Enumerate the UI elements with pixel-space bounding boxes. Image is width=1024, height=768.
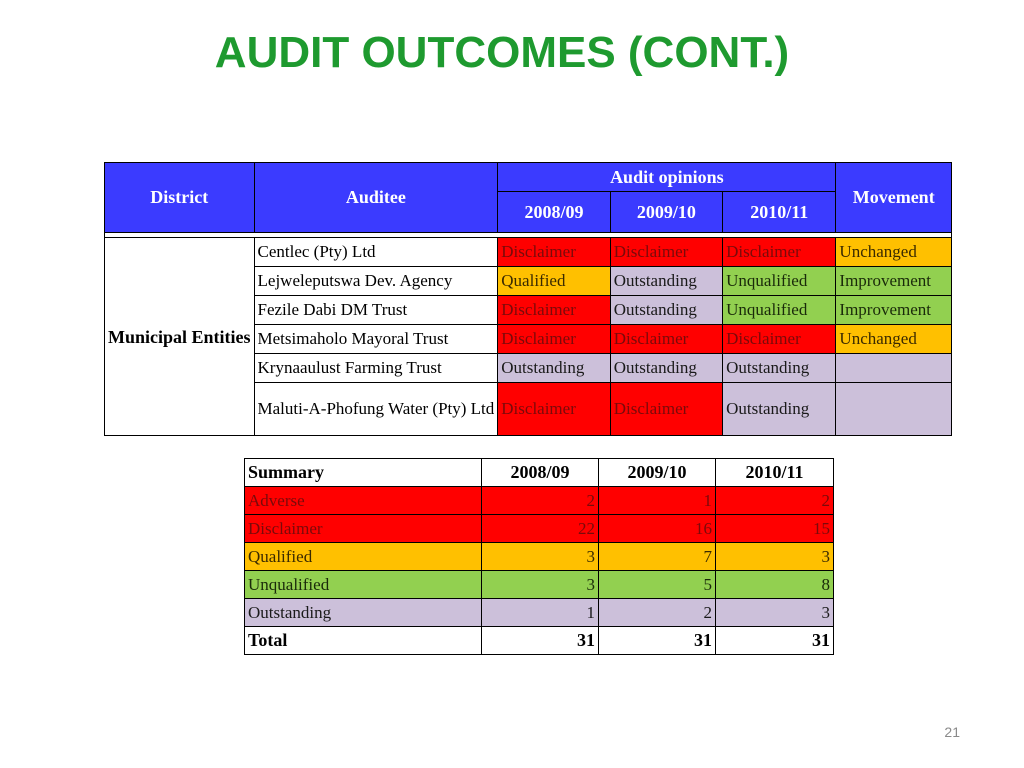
summary-total-row [245, 627, 834, 655]
summary-value: 15 [716, 515, 834, 543]
movement-cell: Improvement [836, 267, 952, 296]
summary-header-year: 2009/10 [599, 459, 716, 487]
summary-value: 22 [482, 515, 599, 543]
summary-label: Qualified [245, 543, 482, 571]
summary-value: 2 [716, 487, 834, 515]
movement-cell [836, 383, 952, 436]
slide-title: AUDIT OUTCOMES (CONT.) [214, 28, 790, 77]
district-cell: Municipal Entities [105, 238, 255, 436]
opinion-cell: Disclaimer [723, 325, 836, 354]
summary-header-label: Summary [245, 459, 482, 487]
audit-outcomes-table [104, 162, 952, 436]
summary-table [244, 458, 834, 655]
opinion-cell: Qualified [498, 267, 610, 296]
opinion-cell: Outstanding [610, 354, 722, 383]
opinion-cell: Disclaimer [498, 383, 610, 436]
movement-cell: Unchanged [836, 325, 952, 354]
movement-cell: Unchanged [836, 238, 952, 267]
summary-label: Outstanding [245, 599, 482, 627]
summary-value: 1 [482, 599, 599, 627]
summary-header-row [245, 459, 834, 487]
summary-total-label: Total [245, 627, 482, 655]
summary-header-year: 2008/09 [482, 459, 599, 487]
movement-cell: Improvement [836, 296, 952, 325]
summary-total-value: 31 [716, 627, 834, 655]
auditee-cell: Centlec (Pty) Ltd [254, 238, 498, 267]
opinion-cell: Outstanding [723, 383, 836, 436]
header-audit-opinions: Audit opinions [498, 163, 836, 192]
header-district: District [105, 163, 255, 233]
header-year: 2010/11 [723, 192, 836, 233]
auditee-cell: Maluti-A-Phofung Water (Pty) Ltd [254, 383, 498, 436]
opinion-cell: Outstanding [498, 354, 610, 383]
opinion-cell: Disclaimer [723, 238, 836, 267]
summary-total-value: 31 [482, 627, 599, 655]
summary-row [245, 571, 834, 599]
header-movement: Movement [836, 163, 952, 233]
summary-value: 5 [599, 571, 716, 599]
opinion-cell: Disclaimer [610, 325, 722, 354]
opinion-cell: Outstanding [610, 267, 722, 296]
summary-row [245, 487, 834, 515]
summary-label: Adverse [245, 487, 482, 515]
auditee-cell: Fezile Dabi DM Trust [254, 296, 498, 325]
opinion-cell: Disclaimer [610, 383, 722, 436]
auditee-cell: Krynaaulust Farming Trust [254, 354, 498, 383]
opinion-cell: Disclaimer [610, 238, 722, 267]
summary-value: 3 [716, 599, 834, 627]
summary-value: 16 [599, 515, 716, 543]
summary-value: 2 [599, 599, 716, 627]
summary-value: 1 [599, 487, 716, 515]
header-year: 2008/09 [498, 192, 610, 233]
auditee-cell: Metsimaholo Mayoral Trust [254, 325, 498, 354]
header-auditee: Auditee [254, 163, 498, 233]
opinion-cell: Disclaimer [498, 296, 610, 325]
summary-value: 7 [599, 543, 716, 571]
summary-row [245, 515, 834, 543]
header-year: 2009/10 [610, 192, 722, 233]
opinion-cell: Disclaimer [498, 325, 610, 354]
summary-row [245, 599, 834, 627]
opinion-cell: Unqualified [723, 296, 836, 325]
opinion-cell: Disclaimer [498, 238, 610, 267]
opinion-cell: Outstanding [723, 354, 836, 383]
summary-value: 3 [716, 543, 834, 571]
opinion-cell: Outstanding [610, 296, 722, 325]
table-row [105, 238, 952, 267]
summary-total-value: 31 [599, 627, 716, 655]
page-number: 21 [944, 724, 960, 740]
auditee-cell: Lejweleputswa Dev. Agency [254, 267, 498, 296]
opinion-cell: Unqualified [723, 267, 836, 296]
movement-cell [836, 354, 952, 383]
summary-label: Disclaimer [245, 515, 482, 543]
summary-value: 2 [482, 487, 599, 515]
summary-value: 3 [482, 543, 599, 571]
summary-label: Unqualified [245, 571, 482, 599]
summary-header-year: 2010/11 [716, 459, 834, 487]
summary-row [245, 543, 834, 571]
summary-value: 8 [716, 571, 834, 599]
summary-value: 3 [482, 571, 599, 599]
